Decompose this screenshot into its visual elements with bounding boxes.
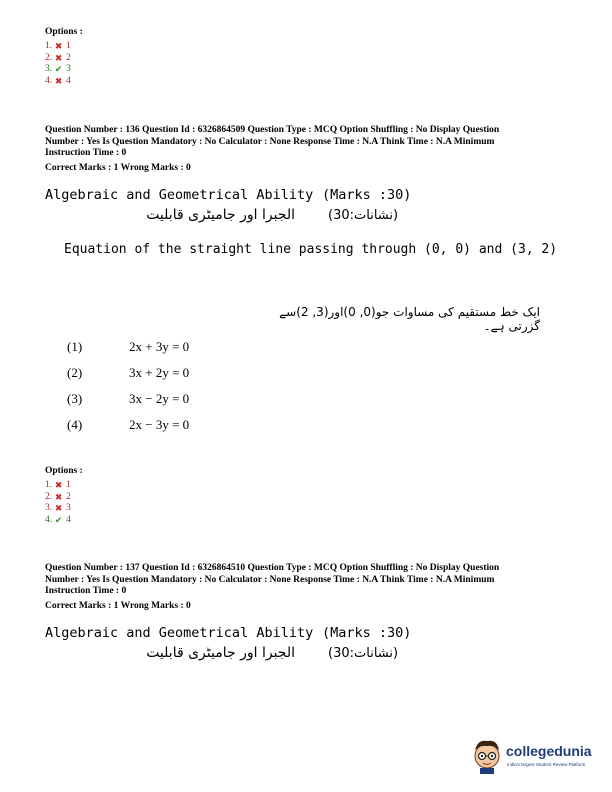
choice-number: (1) <box>67 339 83 354</box>
choice-row <box>67 412 189 438</box>
option-number: 2. <box>45 52 53 63</box>
marks-line-137: Correct Marks : 1 Wrong Marks : 0 <box>45 601 191 611</box>
choices-list-136 <box>67 334 189 438</box>
option-label: 2 <box>66 52 71 63</box>
subject-ur-137: الجبرا اور جامیٹری قابلیت <box>146 645 295 661</box>
option-number: 3. <box>45 64 53 74</box>
marks-line-136: Correct Marks : 1 Wrong Marks : 0 <box>45 163 191 173</box>
choice-row <box>67 386 189 412</box>
option-number: 1. <box>45 41 53 51</box>
options-heading: Options : <box>45 27 83 37</box>
marks-en-136: (Marks :30) <box>322 187 412 203</box>
options-block-136 <box>45 466 83 526</box>
meta-line: Question Number : 136 Question Id : 6326864509 Question Type : MCQ Option Shuffling : No Display Question <box>45 125 500 135</box>
logo-tagline: India's largest Student Review Platform <box>507 762 586 767</box>
mascot-icon <box>470 736 504 774</box>
cross-icon: ✖ <box>54 503 63 513</box>
subject-en-137: Algebraic and Geometrical Ability <box>45 625 314 641</box>
option-1 <box>45 41 83 53</box>
cross-icon: ✖ <box>54 75 63 86</box>
logo-name: collegedunia <box>506 743 592 759</box>
option-label: 1 <box>66 41 71 51</box>
choice-value: 2x + 3y = 0 <box>129 339 190 354</box>
marks-ur-136: (نشانات:30) <box>328 208 399 223</box>
option-number: 2. <box>45 491 53 502</box>
choice-row <box>67 360 189 386</box>
option-label: 4 <box>66 75 71 86</box>
choice-number: (2) <box>67 365 83 380</box>
cross-icon: ✖ <box>54 480 63 490</box>
option-2 <box>45 53 83 65</box>
cross-icon: ✖ <box>54 52 63 63</box>
option-3 <box>45 503 83 515</box>
option-label: 1 <box>66 480 71 490</box>
marks-en-137: (Marks :30) <box>322 625 412 641</box>
cross-icon: ✖ <box>54 491 63 502</box>
question-meta-136 <box>45 125 575 160</box>
option-label: 2 <box>66 491 71 502</box>
meta-line: Number : Yes Is Question Mandatory : No Calculator : None Response Time : N.A Think Time : N.A Minimum <box>45 136 495 147</box>
choice-number: (4) <box>67 417 83 432</box>
option-label: 3 <box>66 64 71 74</box>
subject-en-136: Algebraic and Geometrical Ability <box>45 187 314 203</box>
question-text-ur-136: ایک خط مستقیم کی مساوات جو(0, 0)اور(3, 2)سے گزرتی ہے۔ <box>279 305 540 333</box>
option-2 <box>45 492 83 504</box>
meta-line: Question Number : 137 Question Id : 6326864510 Question Type : MCQ Option Shuffling : No Display Question <box>45 563 500 573</box>
option-label: 3 <box>66 503 71 513</box>
option-number: 4. <box>45 514 53 525</box>
choice-number: (3) <box>67 391 83 406</box>
check-icon: ✔ <box>54 64 63 74</box>
option-number: 1. <box>45 480 53 490</box>
choice-row <box>67 334 189 360</box>
cross-icon: ✖ <box>54 41 63 51</box>
option-4 <box>45 515 83 527</box>
check-icon: ✔ <box>54 514 63 525</box>
options-heading: Options : <box>45 466 83 476</box>
marks-ur-137: (نشانات:30) <box>328 646 399 661</box>
choice-value: 3x − 2y = 0 <box>129 391 190 406</box>
option-4 <box>45 76 83 88</box>
meta-line: Instruction Time : 0 <box>45 148 127 158</box>
options-block-prev <box>45 27 83 87</box>
question-text-en-136: Equation of the straight line passing through (0, 0) and (3, 2) <box>64 242 558 257</box>
question-meta-137 <box>45 563 575 598</box>
meta-line: Number : Yes Is Question Mandatory : No Calculator : None Response Time : N.A Think Time : N.A Minimum <box>45 574 495 585</box>
choice-value: 3x + 2y = 0 <box>129 365 190 380</box>
option-3 <box>45 64 83 76</box>
meta-line: Instruction Time : 0 <box>45 586 127 596</box>
option-number: 4. <box>45 75 53 86</box>
collegedunia-logo <box>470 736 606 776</box>
option-label: 4 <box>66 514 71 525</box>
option-1 <box>45 480 83 492</box>
option-number: 3. <box>45 503 53 513</box>
choice-value: 2x − 3y = 0 <box>129 417 190 432</box>
subject-ur-136: الجبرا اور جامیٹری قابلیت <box>146 207 295 223</box>
